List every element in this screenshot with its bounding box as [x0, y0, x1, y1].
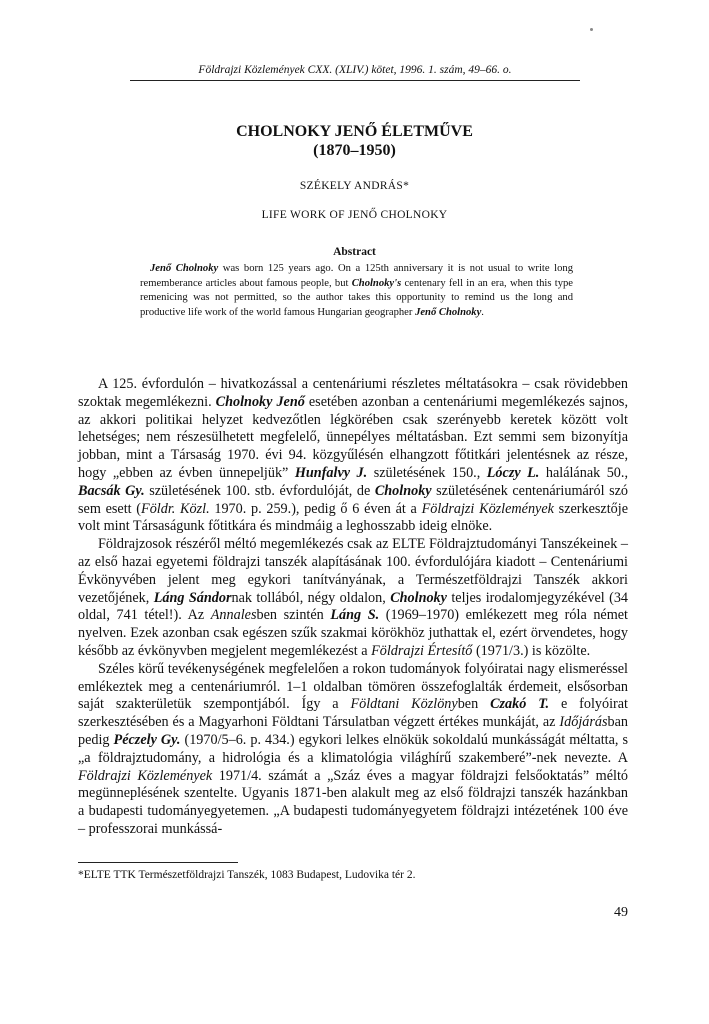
title-line-1: CHOLNOKY JENŐ ÉLETMŰVE [236, 123, 473, 140]
text-run: (1970/5–6. p. 434.) egykori lelkes elnökük sokoldalú munkásságát méltatta, s „a földrajztudomány, a hidrológia és a klimatológia világhírű szakemberé”-nek nevezte. A [78, 731, 629, 766]
text-run: e folyóirat szerkesztésében és a Magyarhoni Földtani Társulatban végzett értékes munkáját, az [78, 696, 628, 731]
text-run: nak tollából, négy oldalon, [231, 589, 391, 606]
page-number: 49 [614, 905, 628, 920]
text-run: ban pedig [78, 714, 628, 748]
running-header: Földrajzi Közlemények CXX. (XLIV.) kötet, 1996. 1. szám, 49–66. o. [198, 64, 512, 76]
person-name: Cholnoky Jenő [215, 393, 305, 410]
publication-title: Földrajzi Értesítő [371, 642, 473, 659]
person-name: Bacsák Gy. [78, 482, 145, 499]
text-run: (1969–1970) emlékezett meg róla német nyelven. Ezek azonban csak egészen szűk szakmai körökhöz juthattak el, ezért örvendetes, hogy később az évkönyvben megjelent megemlékezést a [78, 607, 629, 659]
english-title: LIFE WORK OF JENŐ CHOLNOKY [261, 209, 448, 221]
person-name: Czakó T. [490, 696, 550, 713]
publication-title: Földrajzi Közlemények [421, 500, 554, 517]
article-title [0, 122, 709, 160]
text-run: szerkesztője volt mint Társaságunk főtitkára és mindmáig a leghosszabb ideig elnöke. [78, 500, 629, 535]
text-run: ben [457, 696, 491, 713]
person-name: Láng S. [330, 607, 380, 624]
footnote: *ELTE TTK Természetföldrajzi Tanszék, 1083 Budapest, Ludovika tér 2. [78, 869, 416, 881]
text-run: 1971/4. számát a „Száz éves a magyar földrajzi felsőoktatás” méltó megünneplésének szentelte. Ugyanis 1871-ben alakult meg az első földrajzi tanszék hazánkban a budapesti tudományegyetemen. „A budapesti tudományegyetem földrajzi intézetének 100 éve – professzorai munkássá- [78, 767, 628, 837]
paragraph-3 [78, 661, 628, 839]
header-rule [130, 80, 580, 81]
text-run: Földrajzosok részéről méltó megemlékezés csak az ELTE Földrajztudományi Tanszékeinek – az első hazai egyetemi földrajzi tanszék alapításának 100. évfordulójára kiadott – Centenáriumi Évkönyvében jelent meg egykori tanítványának, a Természetföldrajzi Tanszék akkori vezetőjének, [78, 536, 628, 606]
title-line-2: (1870–1950) [313, 142, 396, 159]
scan-speck [590, 28, 593, 31]
text-run: halálának 50., [539, 464, 628, 481]
person-name: Cholnoky [390, 589, 447, 606]
author-name: SZÉKELY ANDRÁS* [299, 180, 410, 192]
person-name: Péczely Gy. [113, 731, 181, 748]
person-name: Láng Sándor [153, 589, 232, 606]
footnote-rule [78, 862, 238, 863]
person-name: Cholnoky [374, 482, 432, 499]
text-run: ben szintén [256, 607, 331, 624]
abstract-name: Jenő Cholnoky [150, 263, 219, 274]
publication-title: Földtani Közlöny [350, 696, 458, 713]
paragraph-1 [78, 376, 628, 536]
text-run: esetében azonban a centenáriumi megemlékezés sajnos, az akkori politikai helyzet kedvezőtlen légkörében csak szerényebb keretek között volt lehetséges; nem részesülhetett megfelelő, ünnepélyes méltatásban. Ezt semmi sem bizonyítja jobban, mint a Társaság 1970. évi 94. közgyűlésén elhangzott főtitkári jelentésnek az része, hogy „ebben az évben ünnepeljük” [78, 393, 628, 481]
text-run: (1971/3.) is közölte. [472, 642, 591, 659]
abstract-text-part: . [481, 306, 484, 318]
publication-title: Időjárás [559, 714, 608, 731]
publication-title: Földrajzi Közlemények [78, 767, 213, 784]
text-run: 1970. p. 259.), pedig ő 6 éven át a [209, 500, 422, 517]
person-name: Hunfalvy J. [294, 464, 368, 481]
body-text [78, 376, 628, 839]
publication-title: Földr. Közl. [141, 500, 210, 517]
abstract-text-part: centenary fell in an era, when this type remenicing was not permitted, so the author takes this opportunity to remind us the long and productive life work of the world famous Hungarian geographer [140, 277, 573, 318]
text-run: születésének centenáriumáról szó sem esett ( [78, 482, 628, 517]
paragraph-2 [78, 536, 628, 661]
text-run: Széles körű tevékenységének megfelelően a rokon tudományok folyóiratai nagy elismeréssel emlékeztek meg a centenáriumról. 1–1 oldalban tömören összefoglalták érdemeit, elsősorban saját szakterületük szempontjából. Így a [78, 660, 628, 713]
abstract-text [140, 262, 573, 320]
abstract-text-part: was born 125 years ago. On a 125th anniversary it is not usual to write long rememberance articles about famous people, but [140, 263, 573, 289]
abstract-heading: Abstract [333, 246, 376, 258]
abstract-name: Jenő Cholnoky [415, 306, 482, 318]
text-run: születésének 150., [367, 464, 487, 481]
text-run: születésének 100. stb. évfordulóját, de [144, 482, 375, 499]
abstract-name: Cholnoky's [351, 277, 402, 289]
text-run: A 125. évfordulón – hivatkozással a centenáriumi részletes méltatásokra – csak rövidebben szoktak megemlékezni. [78, 376, 628, 410]
person-name: Lóczy L. [486, 464, 540, 481]
publication-title: Annales [210, 607, 257, 624]
text-run: teljes irodalomjegyzékével (34 oldal, 741 tétel!). Az [78, 589, 629, 624]
